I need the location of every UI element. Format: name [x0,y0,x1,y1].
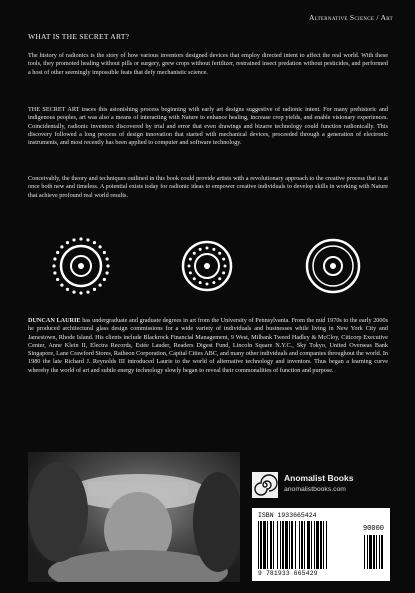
section-heading: WHAT IS THE SECRET ART? [28,32,130,41]
isbn-label: ISBN 1933665424 [258,512,317,519]
paragraph-traces: THE SECRET ART traces this astonishing process beginning with early art designs suggestive of radionic intent. For many prehistoric and indigenous peoples, art was also a means of interacting with Nature to enhance healing, increase crop yields, and enable visionary experiences. Coincidentally, radionic inventors discovered by trial and error that even drawings and bizarre technology could function radionically. This discovery followed a long process of design innovation that started with mechanical devices, proceeded through a generation of electronic instruments, and most recently has been applied to computer and software technology. [28,106,388,147]
publisher-name: Anomalist Books [284,473,354,483]
spiral-logo-icon [252,472,278,498]
author-photo [28,452,240,582]
radionic-circle-diagram-icon [48,233,114,299]
paragraph-history: The history of radionics is the story of how various inventors designed devices that employ directed intent to affect the real world. With these tools, they promoted healing without pills or surgery, grew crops without fertilizer, restrained insect predation without pesticides, and performed a host of other seemingly impossible feats that defy mechanistic science. [28,52,388,76]
paragraph-conceivably: Conceivably, the theory and techniques outlined in this book could provide artists with a revolutionary approach to the creative process that is at once both new and timeless. A potential exists today for radionic ideas to empower creative individuals to develop skills in working with Nature that achieve profound real world results. [28,175,388,199]
radionic-circle-diagram-icon [300,233,366,299]
barcode [252,508,390,581]
publisher-url: anomalistbooks.com [284,486,346,493]
author-bio [28,317,388,375]
author-bio-text: has undergraduate and graduate degrees in art from the University of Pennsylvania. From the mid 1970s to the early 2000s he produced architectural glass design commissions for a wide variety of individuals and businesses while living in New York City and Jamestown, Rhode Island. His clients include Blackrock Financial Management, 9 West, Milbank Tweed Hadley & McCloy, Citicorp Executive Center, Anne Klein II, Electra Records, Estée Lauder, Readers Digest Fund, Lincoln Square N.Y.C., Sky Tokyo, United Overseas Bank Singapore, Lane Crawford Stores, Ratheon Corporation, Capital Cities ABC, and many other individuals and companies throughout the world. In 1980 the late Richard J. Reynolds III introduced Laurie to the world of alternative technology and inventors. Thus began a learning curve whereby the world of art and subtle energy technology slowly began to reveal their commonalities of function and purpose. [28,317,389,374]
author-name: DUNCAN LAURIE [28,317,81,324]
category-label: Alternative Science / Art [308,13,393,22]
barcode-digits: 9 781933 665429 [258,570,318,577]
price-code: 90000 [362,525,384,533]
radionic-circle-diagram-icon [174,233,240,299]
